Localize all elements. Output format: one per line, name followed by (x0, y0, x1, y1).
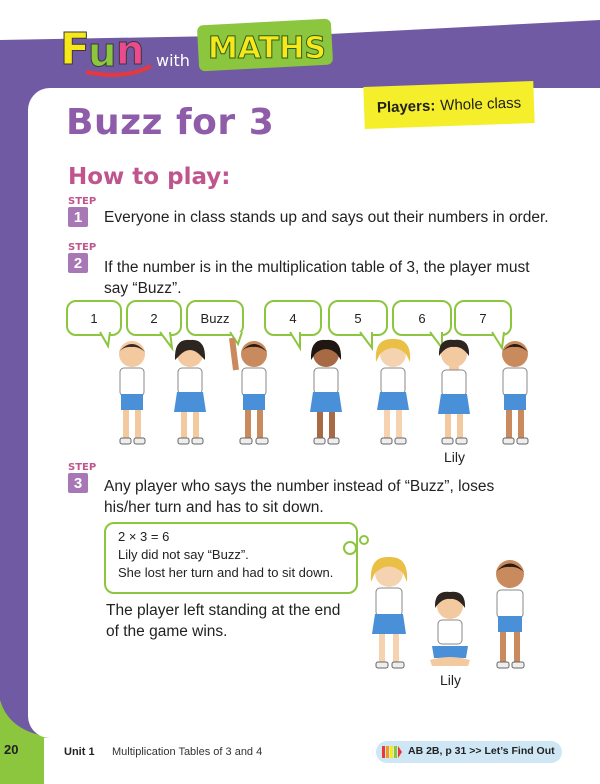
step-1-text: Everyone in class stands up and says out their numbers in order. (104, 209, 549, 226)
speech-bubble: Buzz (186, 300, 244, 336)
speech-bubble: 5 (328, 300, 388, 336)
step-2-text-line2: say “Buzz”. (104, 280, 182, 297)
step-3-label: STEP (68, 462, 97, 473)
speech-bubble: 7 (454, 300, 512, 336)
step-3-text-line1: Any player who says the number instead of “Buzz”, loses (104, 478, 495, 495)
boy-illustration (110, 338, 154, 448)
svg-text:with: with (156, 51, 190, 70)
players-label: Players: (376, 96, 436, 117)
boy-raising-hand-illustration (226, 336, 278, 448)
speech-bubble: 1 (66, 300, 122, 336)
speech-bubble: 6 (392, 300, 452, 336)
lily-sitting-illustration (428, 590, 472, 670)
unit-label: Unit 1 (64, 746, 95, 758)
speech-bubble: 4 (264, 300, 322, 336)
unit-title: Multiplication Tables of 3 and 4 (112, 746, 263, 758)
svg-text:n: n (116, 28, 145, 74)
step-3-text-line2: his/her turn and has to sit down. (104, 499, 324, 516)
how-to-play-heading: How to play: (68, 164, 231, 190)
game-title: Buzz for 3 (66, 102, 275, 143)
fun-with-maths-logo (56, 8, 346, 82)
lily-illustration (432, 338, 476, 448)
svg-text:MATHS: MATHS (208, 31, 326, 66)
svg-text:F: F (60, 24, 91, 75)
boy-illustration (492, 336, 538, 448)
girl-blonde-illustration (370, 338, 416, 448)
page-number: 20 (4, 742, 19, 757)
boy-illustration (486, 556, 534, 672)
players-value: Whole class (439, 93, 522, 114)
girl-blonde-illustration (364, 556, 414, 672)
step-1-number: 1 (68, 207, 88, 227)
winner-text-line1: The player left standing at the end (106, 602, 341, 619)
lily-label-top: Lily (444, 449, 466, 465)
step-2-label: STEP (68, 242, 97, 253)
note-text (118, 528, 333, 582)
step-2-number: 2 (68, 253, 88, 273)
note-line-equation: 2 × 3 = 6 (118, 529, 170, 544)
players-sticky-note (363, 81, 534, 129)
girl-illustration (302, 338, 350, 448)
speech-bubble: 2 (126, 300, 182, 336)
lily-label-bottom: Lily (440, 672, 462, 688)
pencils-icon (382, 744, 404, 760)
step-2-text-line1: If the number is in the multiplication table of 3, the player must (104, 259, 530, 276)
winner-text-line2: of the game wins. (106, 623, 228, 640)
svg-text:u: u (88, 30, 117, 76)
girl-illustration (168, 338, 212, 448)
activity-book-reference-text: AB 2B, p 31 >> Let’s Find Out (408, 745, 555, 757)
note-line-2: Lily did not say “Buzz”. (118, 547, 249, 562)
step-1-label: STEP (68, 196, 97, 207)
step-3-number: 3 (68, 473, 88, 493)
note-line-3: She lost her turn and had to sit down. (118, 565, 334, 580)
